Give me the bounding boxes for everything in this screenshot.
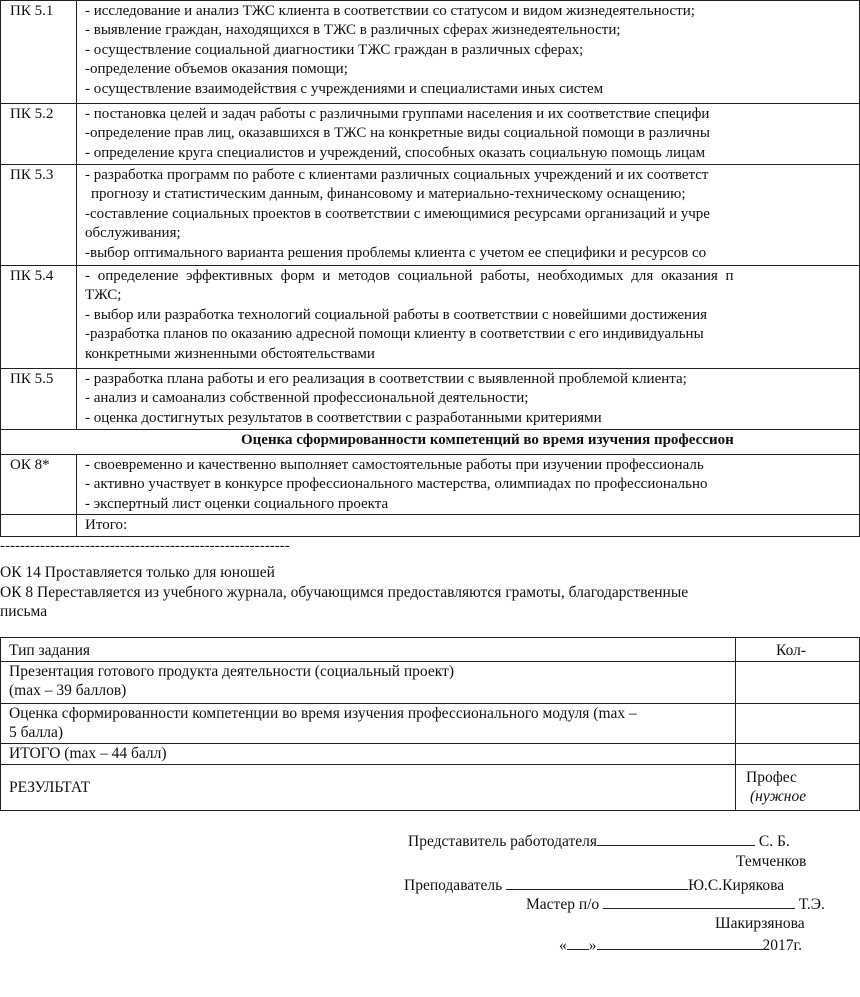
competency-description [77, 266, 860, 369]
master-surname: Шакирзянова [715, 915, 805, 932]
table-row [1, 430, 860, 455]
row-line: (max – 39 баллов) [9, 682, 127, 699]
competency-code: ОК 8* [1, 455, 77, 515]
footnote-ok14: ОК 14 Проставляется только для юношей [0, 564, 275, 581]
description-line: конкретными жизненными обстоятельствами [85, 345, 375, 362]
table-row [1, 515, 860, 536]
master-signature [526, 894, 825, 914]
description-line: - выявление граждан, находящихся в ТЖС в различных сферах жизнедеятельности; [85, 22, 621, 39]
description-line: - оценка достигнутых результатов в соответствии с разработанными критериями [85, 409, 602, 426]
description-line: -определение прав лиц, оказавшихся в ТЖС на конкретные виды социальной помощи в различны [85, 125, 710, 142]
table-row [1, 662, 860, 704]
result-value-cell [736, 744, 860, 765]
competency-code: ПК 5.3 [1, 165, 77, 266]
description-line: -разработка планов по оказанию адресной помощи клиенту в соответствии с его индивидуальны [85, 326, 704, 343]
footnote-ok8 [0, 583, 688, 621]
signature-line[interactable] [603, 894, 795, 909]
description-line: прогнозу и статистическим данным, финансовому и материально-техническому оснащению; [91, 186, 686, 203]
total-label: Итого: [77, 515, 860, 536]
table-row [1, 638, 860, 662]
description-line: - анализ и самоанализ собственной профессиональной деятельности; [85, 390, 529, 407]
master-label: Мастер п/о [526, 896, 600, 913]
teacher-label: Преподаватель [404, 877, 503, 894]
footnote-line: ОК 8 Переставляется из учебного журнала, обучающимся предоставляются грамоты, благодарственные [0, 584, 689, 601]
empty-cell [1, 515, 77, 536]
description-line: - определение круга специалистов и учреждений, способных оказать социальную помощь лицам [85, 144, 706, 161]
row-line: Презентация готового продукта деятельности (социальный проект) [9, 663, 454, 680]
date-close-quote: » [588, 937, 597, 954]
result-row-label [1, 662, 736, 704]
date-line [559, 935, 802, 955]
date-month-blank[interactable] [597, 935, 763, 950]
table-row [1, 104, 860, 165]
description-line: - постановка целей и задач работы с различными группами населения и их соответствие специфи [85, 106, 710, 122]
section-title: Оценка сформированности компетенций во время изучения профессион [1, 430, 860, 455]
table-row [1, 369, 860, 430]
description-line: - разработка плана работы и его реализация в соответствии с выявленной проблемой клиента; [85, 371, 687, 387]
result-row-label [1, 704, 736, 744]
table-row [1, 704, 860, 744]
footnote-separator: ---------------------------------------------------------- [0, 538, 290, 554]
description-line: -определение объемов оказания помощи; [85, 61, 348, 78]
signature-line[interactable] [506, 875, 688, 890]
results-table [0, 637, 860, 811]
header-quantity: Кол- [736, 638, 860, 662]
employer-label: Представитель работодателя [408, 833, 597, 850]
description-line: -составление социальных проектов в соответствии с имеющимися ресурсами организаций и учре [85, 205, 710, 222]
table-row [1, 1, 860, 104]
description-line: обслуживания; [85, 225, 181, 242]
teacher-signature [404, 875, 784, 895]
teacher-name: Ю.С.Кирякова [688, 877, 785, 894]
description-line: -выбор оптимального варианта решения проблемы клиента с учетом ее специфики и ресурсов со [85, 244, 707, 261]
table-row [1, 266, 860, 369]
description-line: - осуществление социальной диагностики ТЖС граждан в различных сферах; [85, 41, 584, 58]
description-line: - активно участвует в конкурсе профессионального мастерства, олимпиадах по профессионально [85, 476, 708, 493]
result-row-label: ИТОГО (max – 44 балл) [1, 744, 736, 765]
result-value-cell [736, 662, 860, 704]
signature-line[interactable] [597, 831, 755, 846]
description-line: - разработка программ по работе с клиентами различных социальных учреждений и их соответст [85, 167, 709, 183]
table-row [1, 765, 860, 811]
competency-code: ПК 5.1 [1, 1, 77, 104]
competency-description [77, 165, 860, 266]
footnote-line: письма [0, 603, 48, 620]
header-task-type: Тип задания [1, 638, 736, 662]
description-line: - определение эффективных форм и методов социальной работы, необходимых для оказания п [85, 268, 734, 284]
competency-code: ПК 5.2 [1, 104, 77, 165]
master-name: Т.Э. [798, 896, 825, 913]
employer-name: С. Б. [758, 833, 790, 850]
description-line: ТЖС; [85, 287, 122, 304]
date-year: 2017г. [762, 937, 802, 954]
result-right-italic: нужное [755, 788, 807, 805]
employer-signature [408, 831, 790, 851]
description-line: - своевременно и качественно выполняет самостоятельные работы при изучении профессиональ [85, 457, 704, 473]
description-line: - осуществление взаимодействия с учреждениями и специалистами иных систем [85, 80, 604, 97]
description-line: - исследование и анализ ТЖС клиента в соответствии со статусом и видом жизнедеятельности; [85, 3, 695, 19]
result-right-cell [736, 765, 860, 811]
competency-code: ПК 5.5 [1, 369, 77, 430]
date-open-quote: « [559, 937, 567, 954]
competency-description [77, 369, 860, 430]
row-line: Оценка сформированности компетенции во время изучения профессионального модуля (max – [9, 705, 637, 722]
result-label: РЕЗУЛЬТАТ [1, 765, 736, 811]
result-value-cell [736, 704, 860, 744]
table-row [1, 165, 860, 266]
result-right-text: (нужное [750, 788, 807, 805]
competency-description [77, 1, 860, 104]
result-right-text: Профес [746, 769, 797, 786]
competency-description [77, 455, 860, 515]
table-row [1, 455, 860, 515]
competency-description [77, 104, 860, 165]
row-line: 5 балла) [9, 724, 64, 741]
competency-code: ПК 5.4 [1, 266, 77, 369]
table-row [1, 744, 860, 765]
description-line: - экспертный лист оценки социального проекта [85, 495, 389, 512]
employer-surname: Темченков [736, 853, 807, 870]
description-line: - выбор или разработка технологий социальной работы в соответствии с новейшими достижения [85, 306, 707, 323]
date-day-blank[interactable] [567, 935, 589, 950]
